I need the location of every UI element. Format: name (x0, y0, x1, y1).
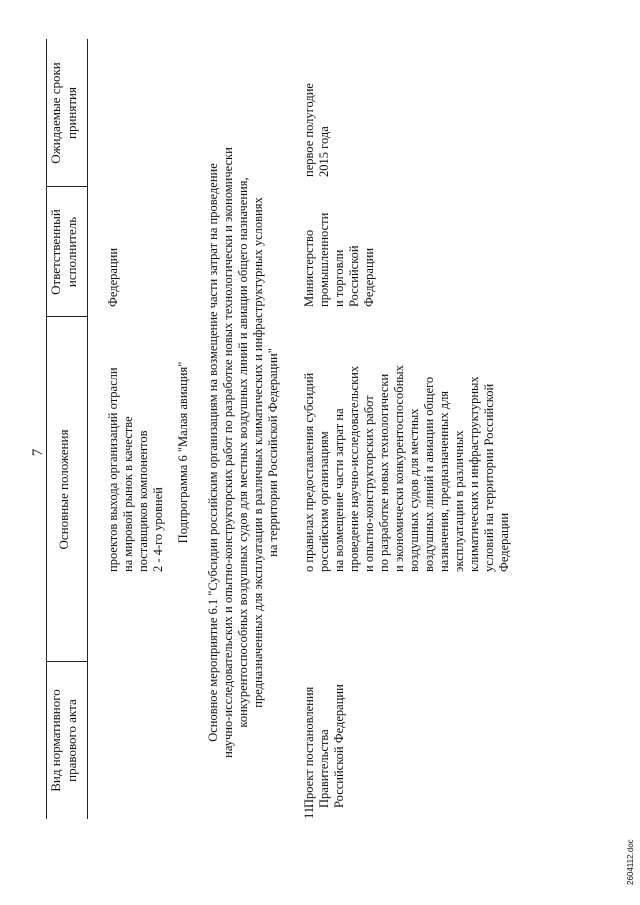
measure-line: на территории Российской Федерации" (266, 348, 280, 557)
provisions-line: воздушных судов для местных (407, 408, 421, 572)
continuation-line: поставщиков компонентов (136, 430, 150, 572)
provisions-line: назначения, предназначенных для (437, 390, 451, 572)
deadline-line: 2015 года (317, 126, 331, 177)
row-deadline (302, 83, 332, 177)
main-measure-heading (206, 0, 281, 905)
header-provisions (48, 317, 72, 662)
provisions-line: климатических и инфраструктурных (467, 376, 481, 572)
provisions-line: на возмещение части затрат на (332, 408, 346, 572)
measure-line: Основное мероприятие 6.1 "Субсидии российским организациям на возмещение части затрат на проведение (206, 163, 220, 742)
row-number: 11. (302, 803, 316, 819)
row-executor (302, 213, 377, 307)
header-deadline (48, 39, 80, 187)
row-provisions (302, 365, 512, 572)
act-type-line: Правительства (317, 729, 331, 808)
executor-line: Российской (347, 245, 361, 307)
executor-line: промышленности (317, 212, 331, 307)
provisions-line: условий на территории Российской (482, 383, 496, 572)
document-id: 2604112.doc (626, 839, 635, 885)
provisions-line: и экономически конкурентоспособных (392, 365, 406, 572)
provisions-line: эксплуатации в различных (452, 430, 466, 572)
measure-line: научно-исследовательских и опытно-конструкторских работ по разработке новых технологически и экономически (221, 147, 235, 758)
header-executor-line-1: Ответственный (48, 209, 63, 295)
header-top-rule (46, 39, 47, 819)
continuation-executor: Федерации (106, 247, 120, 307)
provisions-line: воздушных линий и авиации общего (422, 376, 436, 572)
header-deadline-line-1: Ожидаемые сроки (48, 62, 63, 164)
header-bottom-rule (87, 39, 88, 819)
act-type-line: Российской Федерации (332, 684, 346, 808)
measure-line: предназначенных для эксплуатации в различных климатических и инфраструктурных условиях (251, 197, 265, 708)
provisions-line: Федерации (497, 512, 511, 572)
continuation-line: на мировой рынок в качестве (121, 416, 135, 572)
provisions-line: российским организациям (317, 431, 331, 572)
header-act-type (48, 662, 80, 819)
subprogram-title: Подпрограмма 6 "Малая авиация" (176, 361, 190, 544)
executor-line: и торговли (332, 249, 346, 307)
provisions-line: проведение научно-исследовательских (347, 365, 361, 572)
provisions-line: по разработке новых технологически (377, 373, 391, 572)
executor-line: Федерации (362, 247, 376, 307)
deadline-line: первое полугодие (302, 83, 316, 177)
continuation-provisions (106, 367, 166, 572)
header-executor-line-2: исполнитель (64, 216, 79, 288)
continuation-line: 2 - 4-го уровней (151, 487, 165, 572)
page-number: 7 (30, 448, 46, 457)
header-act-type-line-1: Вид нормативного (48, 689, 63, 792)
provisions-line: и опытно-конструкторских работ (362, 395, 376, 572)
header-act-type-line-2: правового акта (64, 699, 79, 782)
act-type-line: Проект постановления (302, 686, 316, 808)
header-executor (48, 187, 80, 317)
row-act-type (302, 684, 347, 808)
executor-line: Министерство (302, 229, 316, 307)
header-deadline-line-2: принятия (64, 87, 79, 139)
measure-line: конкурентоспособных воздушных судов для местных воздушных линий и авиации общего назначения, (236, 177, 250, 728)
provisions-line: о правилах предоставления субсидий (302, 372, 316, 572)
header-provisions-text: Основные положения (56, 429, 71, 550)
continuation-line: проектов выхода организаций отрасли (106, 367, 120, 572)
